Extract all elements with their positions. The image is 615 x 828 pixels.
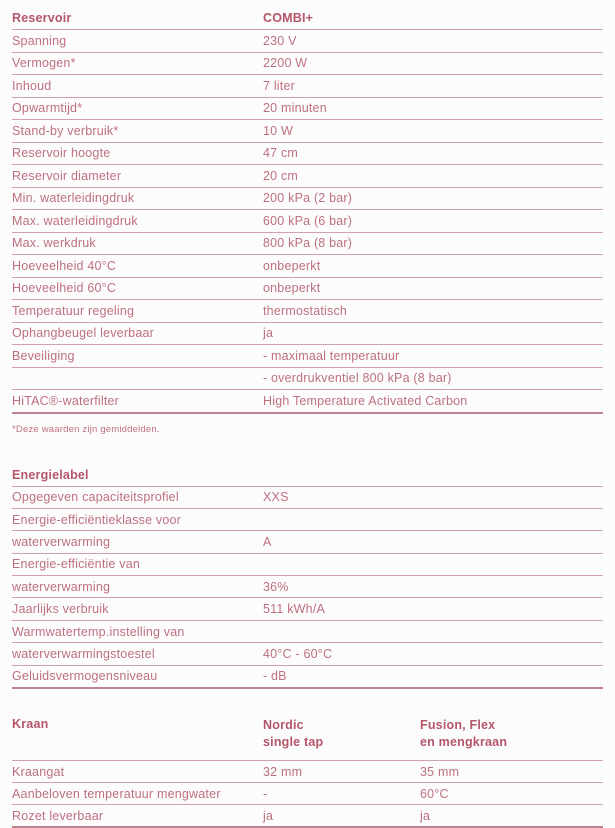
table-row xyxy=(12,233,603,256)
table-row xyxy=(12,390,603,414)
row-label: waterverwarming xyxy=(12,534,111,549)
row-label: Aanbeloven temperatuur mengwater xyxy=(12,786,221,801)
row-label: waterverwarmingstoestel xyxy=(12,646,155,661)
row-label: Hoeveelheid 40°C xyxy=(12,258,117,273)
header-col3-line2: en mengkraan xyxy=(420,735,508,750)
row-value: A xyxy=(263,534,272,549)
row-value: - maximaal temperatuur xyxy=(263,348,400,363)
table-row xyxy=(12,576,603,598)
table-row xyxy=(12,531,603,553)
row-label: Rozet leverbaar xyxy=(12,808,104,823)
row-label: Ophangbeugel leverbaar xyxy=(12,326,155,341)
table-header-col2 xyxy=(263,717,420,751)
table-row xyxy=(12,300,603,323)
row-label: Energie-efficiëntie van xyxy=(12,557,141,572)
row-value-nordic: ja xyxy=(263,808,274,823)
row-value: High Temperature Activated Carbon xyxy=(263,393,468,408)
energielabel-table-body xyxy=(12,487,603,690)
table-row xyxy=(12,255,603,278)
table-row xyxy=(12,643,603,665)
header-col2-line2: single tap xyxy=(263,735,324,750)
row-label: waterverwarming xyxy=(12,579,111,594)
header-col2-line1: Nordic xyxy=(263,718,304,733)
table-row xyxy=(12,120,603,143)
kraan-table xyxy=(12,717,603,828)
kraan-table-body xyxy=(12,761,603,828)
table-row xyxy=(12,783,603,805)
row-value: 2200 W xyxy=(263,56,308,71)
row-value: thermostatisch xyxy=(263,303,348,318)
row-value-fusion: 35 mm xyxy=(420,764,460,779)
row-label: Max. werkdruk xyxy=(12,236,96,251)
table-row xyxy=(12,554,603,576)
row-value: ja xyxy=(263,326,274,341)
energielabel-table-header xyxy=(12,465,603,487)
header-col3-line1: Fusion, Flex xyxy=(420,718,496,733)
row-value-nordic: 32 mm xyxy=(263,764,303,779)
reservoir-table-header xyxy=(12,6,603,30)
row-value: 511 kWh/A xyxy=(263,602,326,617)
row-label: Spanning xyxy=(12,33,67,48)
table-row xyxy=(12,323,603,346)
table-row xyxy=(12,345,603,368)
row-value-fusion: ja xyxy=(420,808,431,823)
row-label: Vermogen* xyxy=(12,56,76,71)
table-row xyxy=(12,53,603,76)
table-row xyxy=(12,188,603,211)
row-value: 230 V xyxy=(263,33,297,48)
row-value: 20 cm xyxy=(263,168,299,183)
row-value: - dB xyxy=(263,669,287,684)
table-row xyxy=(12,368,603,391)
table-row xyxy=(12,210,603,233)
row-value: onbeperkt xyxy=(263,281,321,296)
row-value: 40°C - 60°C xyxy=(263,646,333,661)
row-value: - overdrukventiel 800 kPa (8 bar) xyxy=(263,371,452,386)
row-label: Inhoud xyxy=(12,78,52,93)
row-label: Min. waterleidingdruk xyxy=(12,191,135,206)
row-label: Stand-by verbruik* xyxy=(12,123,119,138)
row-label: Temperatuur regeling xyxy=(12,303,135,318)
row-label: Kraangat xyxy=(12,764,65,779)
row-value: 800 kPa (8 bar) xyxy=(263,236,353,251)
footnote: *Deze waarden zijn gemiddelden. xyxy=(12,423,160,435)
row-label: Max. waterleidingdruk xyxy=(12,213,138,228)
row-value: 20 minuten xyxy=(263,101,327,116)
row-label: HiTAC®-waterfilter xyxy=(12,393,120,408)
row-label: Hoeveelheid 60°C xyxy=(12,281,117,296)
row-value: XXS xyxy=(263,490,289,505)
row-label: Opgegeven capaciteitsprofiel xyxy=(12,490,179,505)
row-value: 36% xyxy=(263,579,289,594)
row-label: Beveiliging xyxy=(12,348,75,363)
table-row xyxy=(12,30,603,53)
table-row xyxy=(12,666,603,689)
table-row xyxy=(12,143,603,166)
row-label: Reservoir hoogte xyxy=(12,146,111,161)
row-value-nordic: - xyxy=(263,786,268,801)
table-header-col2: COMBI+ xyxy=(263,10,314,25)
table-row xyxy=(12,621,603,643)
table-header-col3 xyxy=(420,717,603,751)
row-label: Jaarlijks verbruik xyxy=(12,602,109,617)
table-row xyxy=(12,278,603,301)
table-row xyxy=(12,98,603,121)
table-row xyxy=(12,75,603,98)
row-value-fusion: 60°C xyxy=(420,786,449,801)
row-value: 10 W xyxy=(263,123,293,138)
row-label: Warmwatertemp.instelling van xyxy=(12,624,185,639)
row-label: Geluidsvermogensniveau xyxy=(12,669,158,684)
row-value: 47 cm xyxy=(263,146,299,161)
table-header-col1: Kraan xyxy=(12,717,49,732)
table-row xyxy=(12,165,603,188)
table-row xyxy=(12,598,603,620)
row-value: 200 kPa (2 bar) xyxy=(263,191,353,206)
row-label: Opwarmtijd* xyxy=(12,101,83,116)
row-value: onbeperkt xyxy=(263,258,321,273)
row-value: 600 kPa (6 bar) xyxy=(263,213,353,228)
row-value: 7 liter xyxy=(263,78,295,93)
reservoir-table-body xyxy=(12,30,603,414)
table-header-col1: Reservoir xyxy=(12,10,72,25)
energielabel-table xyxy=(12,465,603,690)
table-header-title: Energielabel xyxy=(12,468,89,482)
kraan-table-header xyxy=(12,717,603,761)
row-label: Reservoir diameter xyxy=(12,168,122,183)
table-row xyxy=(12,487,603,509)
table-row xyxy=(12,805,603,828)
row-label: Energie-efficiëntieklasse voor xyxy=(12,512,182,527)
reservoir-table xyxy=(12,6,603,414)
table-row xyxy=(12,761,603,783)
table-row xyxy=(12,509,603,531)
